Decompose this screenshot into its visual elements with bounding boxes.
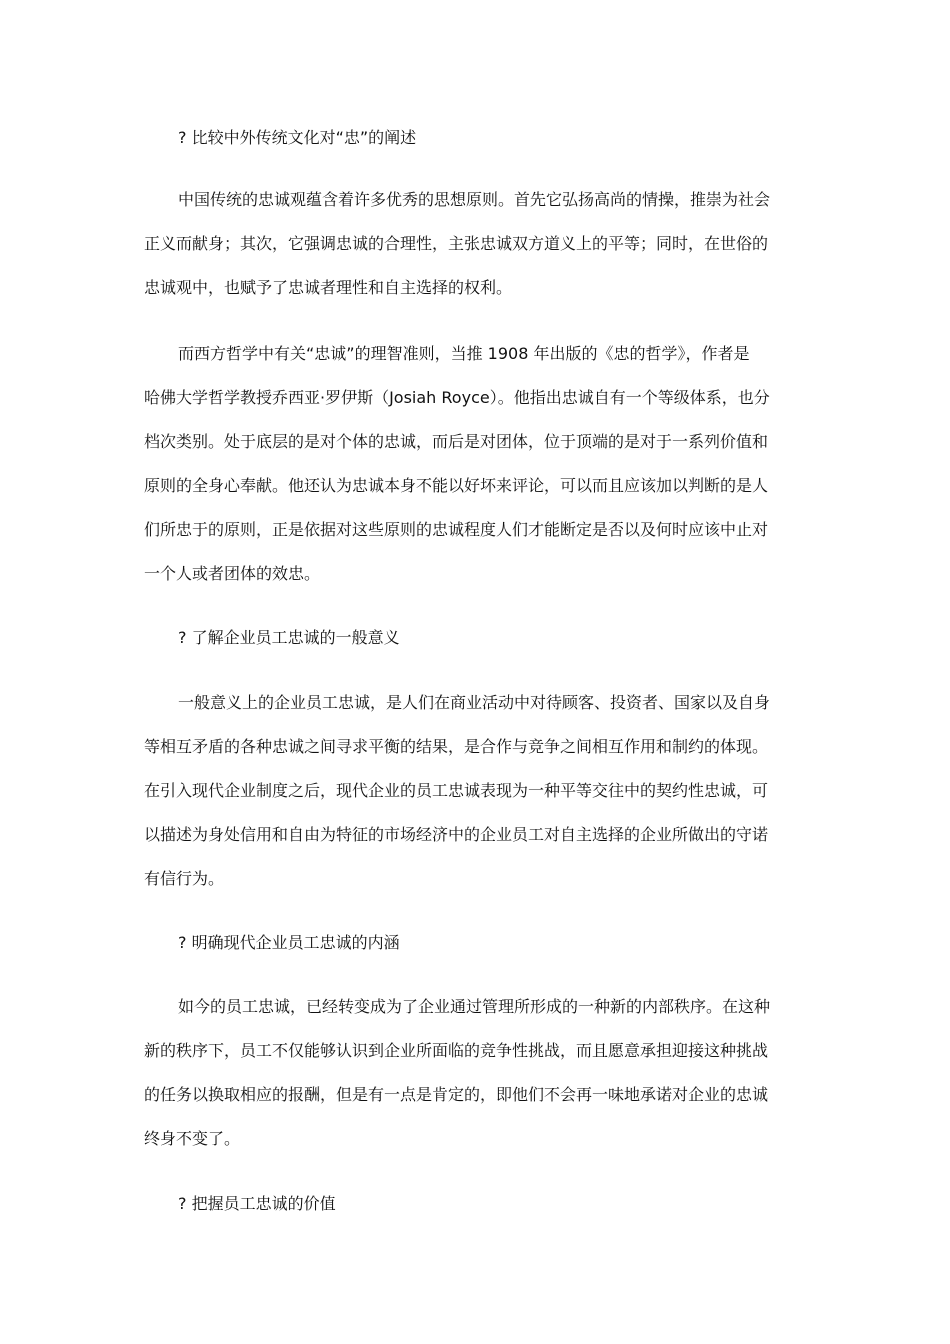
- paragraph-line: 中国传统的忠诚观蕴含着许多优秀的思想原则。首先它弘扬高尚的情操，推崇为社会: [178, 190, 771, 209]
- paragraph-line: 的任务以换取相应的报酬，但是有一点是肯定的，即他们不会再一味地承诺对企业的忠诚: [144, 1085, 769, 1104]
- paragraph-line: 档次类别。处于底层的是对个体的忠诚，而后是对团体，位于顶端的是对于一系列价值和: [144, 432, 769, 451]
- paragraph-line: 有信行为。: [144, 869, 225, 888]
- paragraph-line: 们所忠于的原则，正是依据对这些原则的忠诚程度人们才能断定是否以及何时应该中止对: [144, 520, 769, 539]
- paragraph-line: 一个人或者团体的效忠。: [144, 564, 321, 583]
- paragraph: [144, 332, 802, 596]
- paragraph-line: 哈佛大学哲学教授乔西亚·罗伊斯（Josiah Royce）。他指出忠诚自有一个等级体系，也分: [144, 388, 770, 407]
- paragraph-line: 正义而献身；其次，它强调忠诚的合理性，主张忠诚双方道义上的平等；同时，在世俗的: [144, 234, 769, 253]
- paragraph-line: 如今的员工忠诚，已经转变成为了企业通过管理所形成的一种新的内部秩序。在这种: [178, 997, 771, 1016]
- paragraph: [144, 681, 802, 901]
- section-heading: ? 比较中外传统文化对“忠”的阐述: [178, 128, 417, 147]
- paragraph: [144, 178, 802, 310]
- section-heading: ? 了解企业员工忠诚的一般意义: [178, 628, 400, 647]
- paragraph-line: 以描述为身处信用和自由为特征的市场经济中的企业员工对自主选择的企业所做出的守诺: [144, 825, 769, 844]
- paragraph-line: 忠诚观中，也赋予了忠诚者理性和自主选择的权利。: [144, 278, 513, 297]
- paragraph: [144, 985, 802, 1161]
- section-heading: ? 把握员工忠诚的价值: [178, 1194, 336, 1213]
- section-heading: ? 明确现代企业员工忠诚的内涵: [178, 933, 400, 952]
- paragraph-line: 终身不变了。: [144, 1129, 241, 1148]
- paragraph-line: 而西方哲学中有关“忠诚”的理智准则，当推 1908 年出版的《忠的哲学》，作者是: [178, 344, 750, 363]
- paragraph-line: 新的秩序下，员工不仅能够认识到企业所面临的竞争性挑战，而且愿意承担迎接这种挑战: [144, 1041, 769, 1060]
- paragraph-line: 一般意义上的企业员工忠诚，是人们在商业活动中对待顾客、投资者、国家以及自身: [178, 693, 771, 712]
- paragraph-line: 在引入现代企业制度之后，现代企业的员工忠诚表现为一种平等交往中的契约性忠诚，可: [144, 781, 769, 800]
- paragraph-line: 等相互矛盾的各种忠诚之间寻求平衡的结果，是合作与竞争之间相互作用和制约的体现。: [144, 737, 769, 756]
- paragraph-line: 原则的全身心奉献。他还认为忠诚本身不能以好坏来评论，可以而且应该加以判断的是人: [144, 476, 769, 495]
